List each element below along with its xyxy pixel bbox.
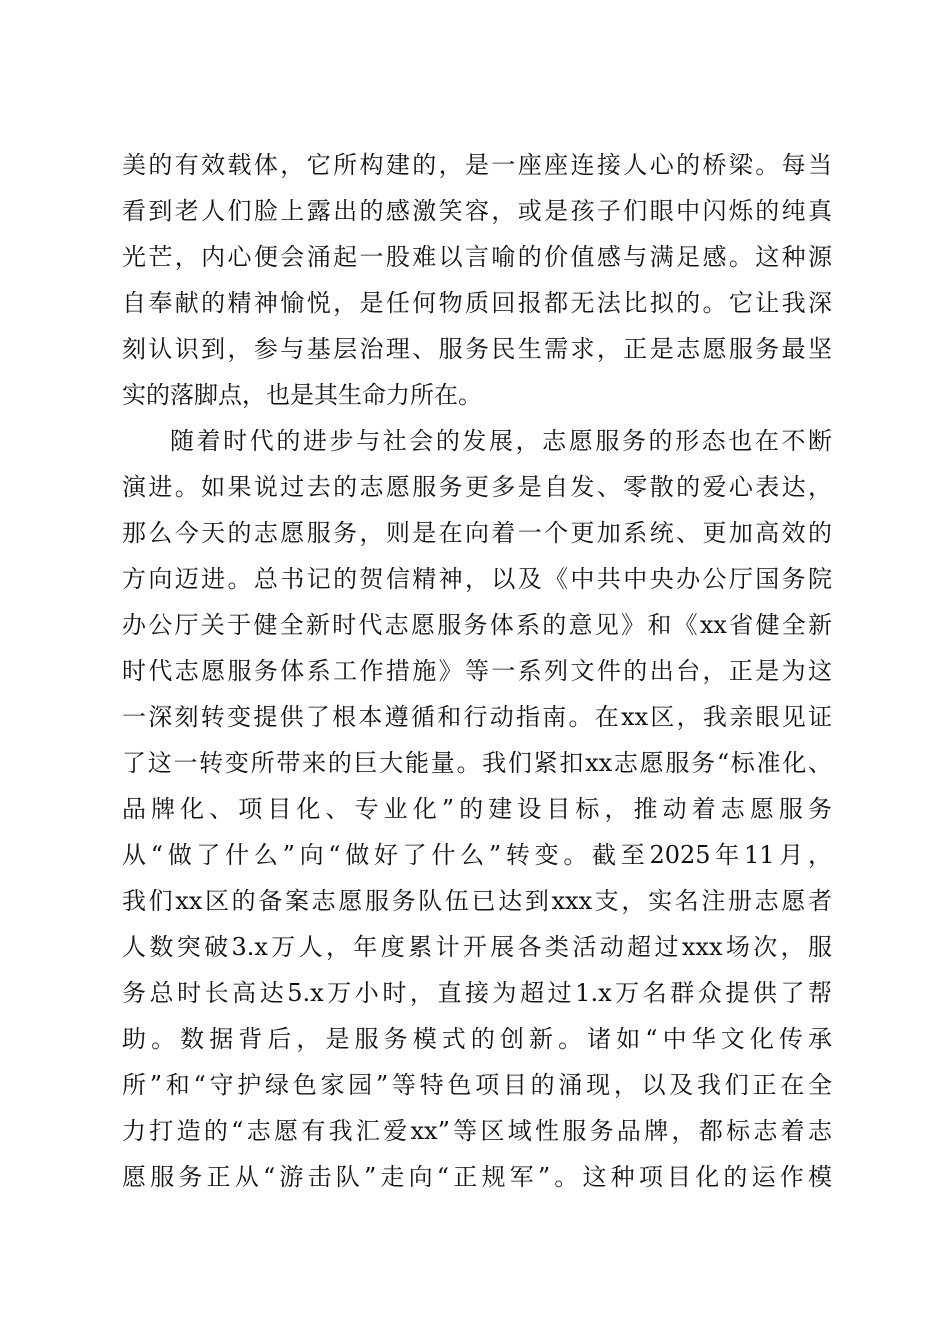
text-line: 方向迈进。总书记的贺信精神，以及《中共中央办公厅国务院 — [122, 565, 832, 593]
text-line: 实的落脚点，也是其生命力所在。 — [122, 381, 482, 409]
text-line: 那么今天的志愿服务，则是在向着一个更加系统、更加高效的 — [122, 519, 832, 547]
text-line: 所”和“守护绿色家园”等特色项目的涌现，以及我们正在全 — [122, 1071, 832, 1099]
text-line: 从“做了什么”向“做好了什么”转变。截至2025年11月， — [122, 841, 832, 869]
text-line: 品牌化、项目化、专业化”的建设目标，推动着志愿服务 — [122, 795, 832, 823]
text-line: 愿服务正从“游击队”走向“正规军”。这种项目化的运作模 — [122, 1163, 832, 1191]
text-line: 看到老人们脸上露出的感激笑容，或是孩子们眼中闪烁的纯真 — [122, 197, 832, 225]
paragraph-1 — [122, 142, 832, 418]
text-line: 随着时代的进步与社会的发展，志愿服务的形态也在不断 — [170, 427, 832, 455]
text-line: 了这一转变所带来的巨大能量。我们紧扣xx志愿服务“标准化、 — [122, 749, 832, 777]
text-line: 光芒，内心便会涌起一股难以言喻的价值感与满足感。这种源 — [122, 243, 832, 271]
document-body — [122, 142, 832, 1200]
text-line: 助。数据背后，是服务模式的创新。诸如“中华文化传承 — [122, 1025, 832, 1053]
text-line: 自奉献的精神愉悦，是任何物质回报都无法比拟的。它让我深 — [122, 289, 832, 317]
text-line: 我们xx区的备案志愿服务队伍已达到xxx支，实名注册志愿者 — [122, 887, 832, 915]
text-line: 美的有效载体，它所构建的，是一座座连接人心的桥梁。每当 — [122, 151, 832, 179]
text-line: 一深刻转变提供了根本遵循和行动指南。在xx区，我亲眼见证 — [122, 703, 832, 731]
text-line: 人数突破3.x万人，年度累计开展各类活动超过xxx场次，服 — [122, 933, 832, 961]
text-line: 务总时长高达5.x万小时，直接为超过1.x万名群众提供了帮 — [122, 979, 832, 1007]
text-line: 刻认识到，参与基层治理、服务民生需求，正是志愿服务最坚 — [122, 335, 832, 363]
text-line: 办公厅关于健全新时代志愿服务体系的意见》和《xx省健全新 — [122, 611, 832, 639]
text-line: 演进。如果说过去的志愿服务更多是自发、零散的爱心表达， — [122, 473, 832, 501]
text-line: 力打造的“志愿有我汇爱xx”等区域性服务品牌，都标志着志 — [122, 1117, 832, 1145]
paragraph-2 — [122, 418, 832, 1200]
text-line: 时代志愿服务体系工作措施》等一系列文件的出台，正是为这 — [122, 657, 832, 685]
